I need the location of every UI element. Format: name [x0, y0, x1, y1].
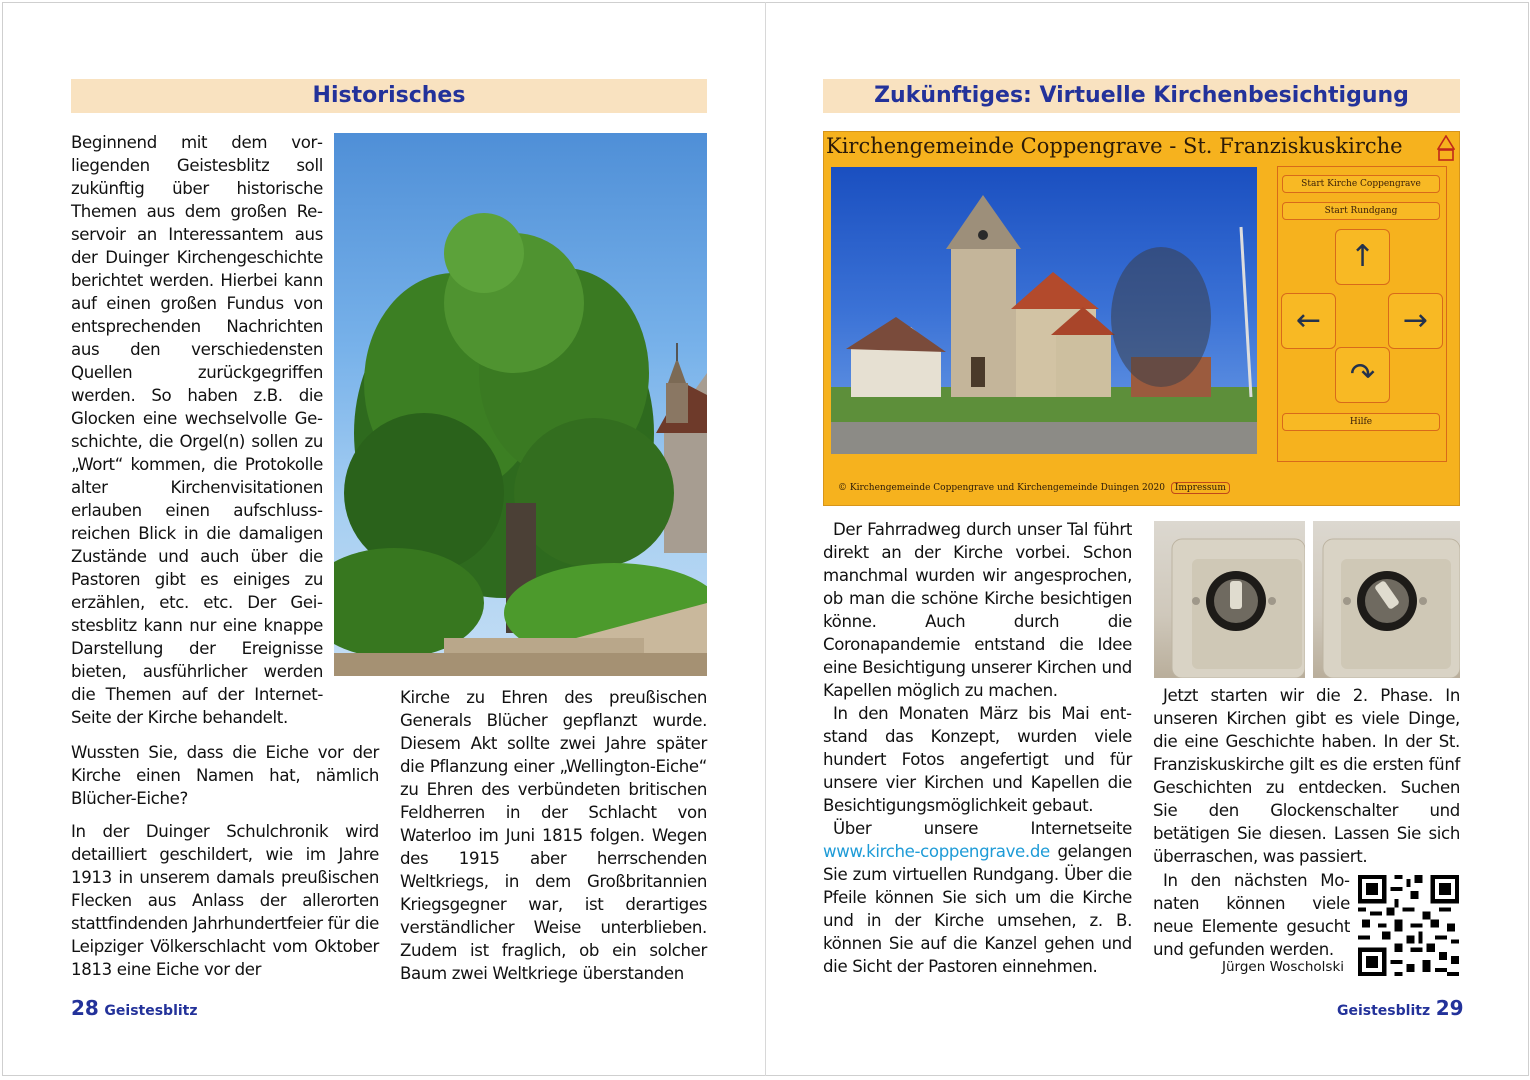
- magazine-name-right: Geistesblitz: [1337, 1003, 1431, 1019]
- arrow-right-button[interactable]: →: [1388, 293, 1443, 349]
- page-number-right: 29: [1435, 996, 1464, 1020]
- question-paragraph: Wussten Sie, dass die Eiche vor der Kirche einen Namen hat, nämlich Blücher-Eiche?: [71, 743, 379, 808]
- bell-switch-photo-on: [1313, 521, 1460, 678]
- left-col2: [400, 686, 707, 985]
- right-page-header: Zukünftiges: Virtuelle Kirchenbesichtigung: [823, 79, 1460, 113]
- start-tour-button[interactable]: Start Rundgang: [1282, 202, 1440, 220]
- help-button[interactable]: Hilfe: [1282, 413, 1440, 431]
- magazine-name-left: Geistesblitz: [104, 1003, 198, 1019]
- website-paragraph: [823, 817, 1132, 978]
- oak-tree-illustration: [334, 133, 707, 676]
- website-link[interactable]: www.kirche-coppengrave.de: [823, 842, 1050, 861]
- church-illustration: [831, 167, 1257, 454]
- left-page-header: Historisches: [71, 79, 707, 113]
- bluecher-paragraph: Kirche zu Ehren des preußischen Generals Blücher gepflanzt wurde. Diesem Akt sollte zwei Jahre später die Pflanzung einer „Wellington-Eiche“ zu Ehren des verbündeten britischen Feldherren in der Schlacht von Waterloo im Juni 1815 folgen. Wegen des 1915 aber herrschenden Weltkriegs, in dem Großbritannien Kriegsgegner war, ist derartiges verständlicher Weise unterblieben. Zudem ist fraglich, ob ein solcher Baum zwei Weltkriege überstanden: [400, 688, 707, 983]
- switch-illustration-off: [1154, 521, 1305, 678]
- screen-footer: [838, 482, 1230, 494]
- author-signature: Jürgen Woscholski: [1222, 959, 1345, 975]
- website-text-before: Über unsere Internetseite: [833, 819, 1132, 838]
- left-col1-upper: [71, 131, 323, 729]
- virtual-tour-screenshot: [823, 131, 1460, 506]
- right-col2-lower: [1153, 869, 1350, 961]
- right-col1: [823, 518, 1132, 978]
- page-number-left: 28: [71, 996, 99, 1020]
- turn-around-button[interactable]: ↷: [1335, 347, 1390, 403]
- qr-code-icon[interactable]: [1358, 875, 1459, 976]
- church-photo: [831, 167, 1257, 454]
- copyright-text: © Kirchengemeinde Coppengrave und Kirchengemeinde Duingen 2020: [838, 483, 1165, 493]
- left-col1-lower: [71, 741, 379, 981]
- arrow-left-button[interactable]: ←: [1281, 293, 1336, 349]
- chronicle-paragraph: In der Duinger Schulchronik wird detailliert geschildert, wie im Jahre 1913 in unserem damals preußischen Flecken aus Anlass der allerorten stattfindenden Jahrhundertfeier für die Leipziger Völkerschlacht vom Oktober 1813 eine Eiche vor der: [71, 822, 379, 979]
- phase-two-paragraph: Jetzt starten wir die 2. Phase. In unseren Kirchen gibt es viele Dinge, die eine Geschichte haben. In der St. Franziskuskirche gilt es die ersten fünf Geschichten zu entdecken. Suchen Sie den Glockenschalter und betätigen Sie diesen. Lassen Sie sich überraschen, was passiert.: [1153, 686, 1460, 866]
- right-col2: [1153, 684, 1460, 868]
- switch-illustration-on: [1313, 521, 1460, 678]
- bike-path-paragraph: Der Fahrradweg durch unser Tal führt direkt an der Kirche vorbei. Schon manchmal wurden wir angesprochen, ob man die schöne Kirche besichtigen könne. Auch durch die Coronapandemie entstand die Idee eine Besichtigung unserer Kirchen und Kapellen möglich zu machen.: [823, 520, 1132, 700]
- oak-tree-photo: [334, 133, 707, 676]
- bell-switch-photo-off: [1154, 521, 1305, 678]
- page-fold: [765, 2, 766, 1076]
- start-church-button[interactable]: Start Kirche Coppengrave: [1282, 175, 1440, 193]
- navigation-panel: [1277, 166, 1447, 462]
- intro-paragraph: Beginnend mit dem vorliegenden Geistesblitz soll zukünftig über historische Themen aus dem großen Reservoir an Interessantem aus der Duinger Kirchengeschichte berichtet werden. Hierbei kann auf einen großen Fundus von entsprechenden Nachrichten aus den verschiedensten Quellen zurückgegriffen werden. So haben z.B. die Glocken eine wechselvolle Geschichte, die Orgel(n) sollen zu „Wort“ kommen, die Protokolle alter Kirchenvisitationen erlauben einen aufschlussreichen Blick in die damaligen Zustände und auch über die Pastoren gibt es einiges zu erzählen, etc. etc. Der Geistesblitz kann nur eine knappe Darstellung der Ereignisse bieten, ausführlicher werden die Themen auf der Internet-Seite der Kirche behandelt.: [71, 133, 323, 727]
- website-text-after: gelangen Sie zum virtuellen Rundgang. Über die Pfeile können Sie sich um die Kirche und in der Kirche umsehen, z. B. können Sie auf die Kanzel gehen und die Sicht der Pastoren einnehmen.: [823, 842, 1132, 976]
- impressum-link[interactable]: Impressum: [1171, 482, 1230, 494]
- screen-title: Kirchengemeinde Coppengrave - St. Franziskuskirche: [826, 134, 1403, 158]
- arrow-up-button[interactable]: ↑: [1335, 229, 1390, 285]
- right-footer: [1337, 996, 1464, 1020]
- church-logo-icon: [1437, 135, 1455, 161]
- next-months-paragraph: In den nächsten Monaten können viele neue Elemente gesucht und gefunden werden.: [1153, 871, 1350, 959]
- left-footer: [71, 996, 198, 1020]
- concept-paragraph: In den Monaten März bis Mai entstand das Konzept, wurden viele hundert Fotos angefertigt und für unsere vier Kirchen und Kapellen die Besichtigungsmöglichkeit gebaut.: [823, 704, 1132, 815]
